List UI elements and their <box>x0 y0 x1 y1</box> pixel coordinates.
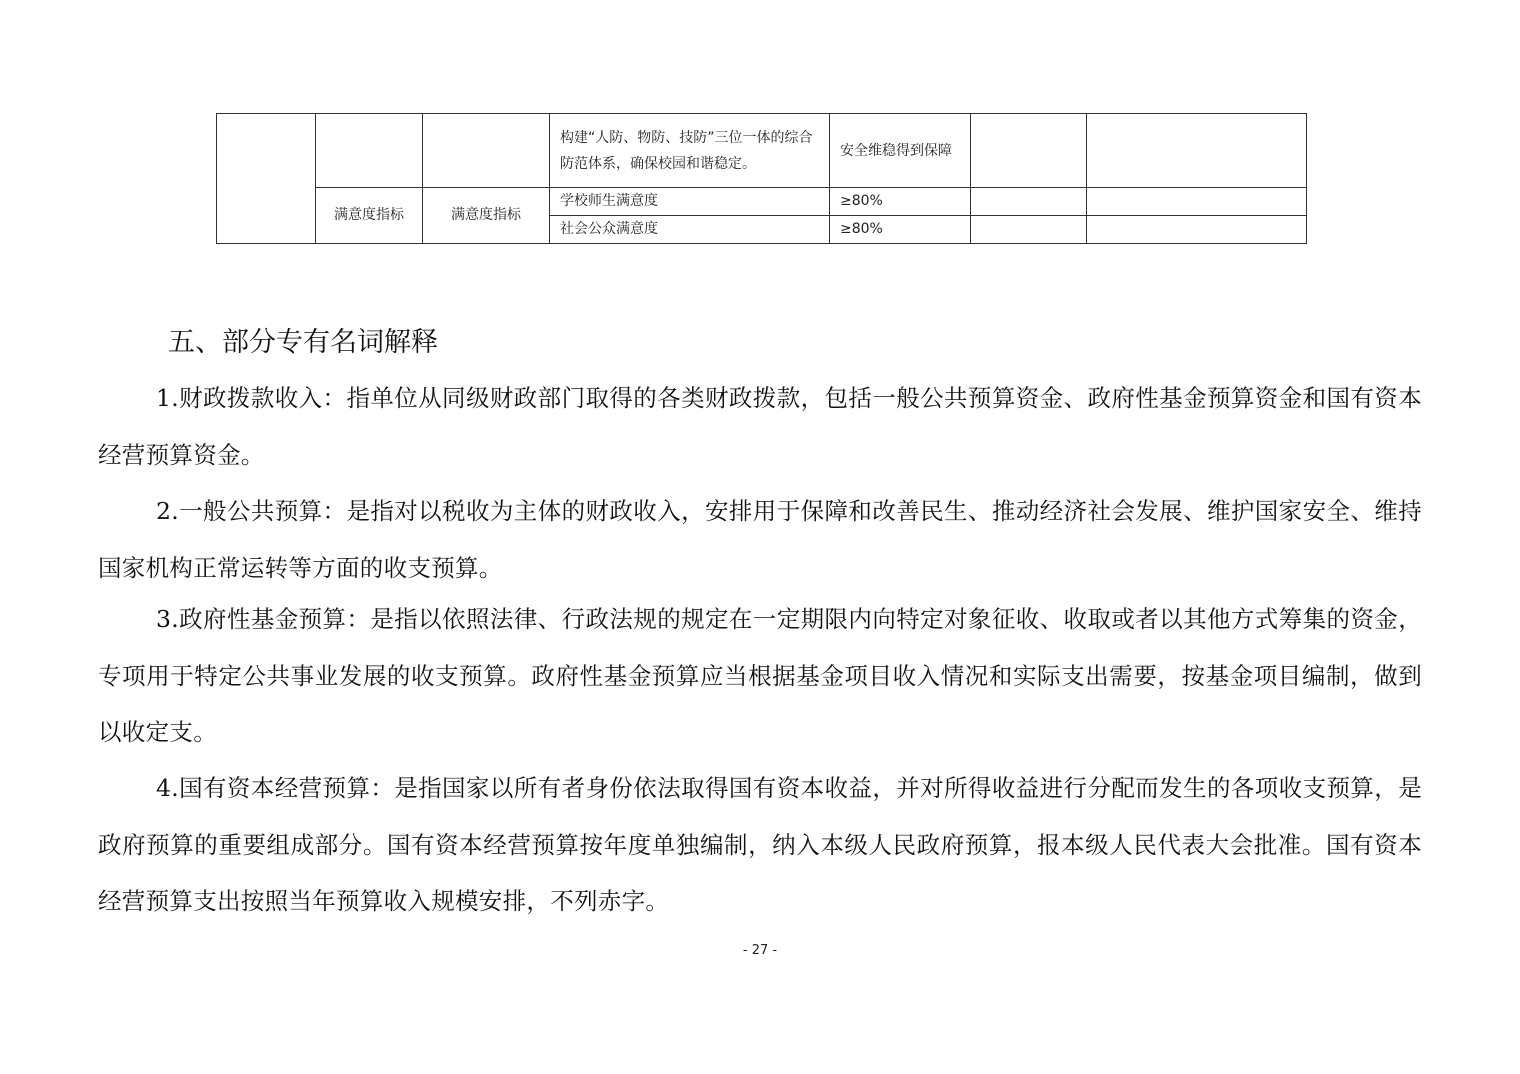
indicator-cell: 构建“人防、物防、技防”三位一体的综合防范体系，确保校园和谐稳定。 <box>550 114 830 188</box>
definition-paragraph-4: 4.国有资本经营预算：是指国家以所有者身份依法取得国有资本收益，并对所得收益进行分配而发生的各项收支预算，是政府预算的重要组成部分。国有资本经营预算按年度单独编制，纳入本级人民政府预算，报本级人民代表大会批准。国有资本经营预算支出按照当年预算收入规模安排，不列赤字。 <box>98 774 1422 915</box>
level2-indicator-cell: 满意度指标 <box>423 188 550 244</box>
empty-cell <box>1087 188 1307 216</box>
indicator-cell: 学校师生满意度 <box>550 188 830 216</box>
level1-indicator-cell: 满意度指标 <box>316 188 423 244</box>
table-row <box>217 114 1307 188</box>
performance-indicator-table <box>216 113 1307 244</box>
definition-paragraph-1: 1.财政拨款收入：指单位从同级财政部门取得的各类财政拨款，包括一般公共预算资金、政府性基金预算资金和国有资本经营预算资金。 <box>98 384 1422 469</box>
section-heading: 五、部分专有名词解释 <box>168 327 438 358</box>
empty-cell <box>971 216 1087 244</box>
empty-cell <box>423 114 550 188</box>
value-cell: ≥80% <box>830 216 971 244</box>
definition-paragraph-3: 3.政府性基金预算：是指以依照法律、行政法规的规定在一定期限内向特定对象征收、收取或者以其他方式筹集的资金，专项用于特定公共事业发展的收支预算。政府性基金预算应当根据基金项目收入情况和实际支出需要，按基金项目编制，做到以收定支。 <box>98 605 1422 746</box>
empty-cell <box>1087 114 1307 188</box>
value-cell: ≥80% <box>830 188 971 216</box>
empty-cell <box>217 114 316 244</box>
indicator-cell: 社会公众满意度 <box>550 216 830 244</box>
page-number: - 27 - <box>742 943 778 958</box>
empty-cell <box>316 114 423 188</box>
empty-cell <box>971 188 1087 216</box>
table-row <box>217 188 1307 216</box>
empty-cell <box>971 114 1087 188</box>
value-cell: 安全维稳得到保障 <box>830 114 971 188</box>
empty-cell <box>1087 216 1307 244</box>
definition-paragraph-2: 2.一般公共预算：是指对以税收为主体的财政收入，安排用于保障和改善民生、推动经济社会发展、维护国家安全、维持国家机构正常运转等方面的收支预算。 <box>98 497 1422 582</box>
